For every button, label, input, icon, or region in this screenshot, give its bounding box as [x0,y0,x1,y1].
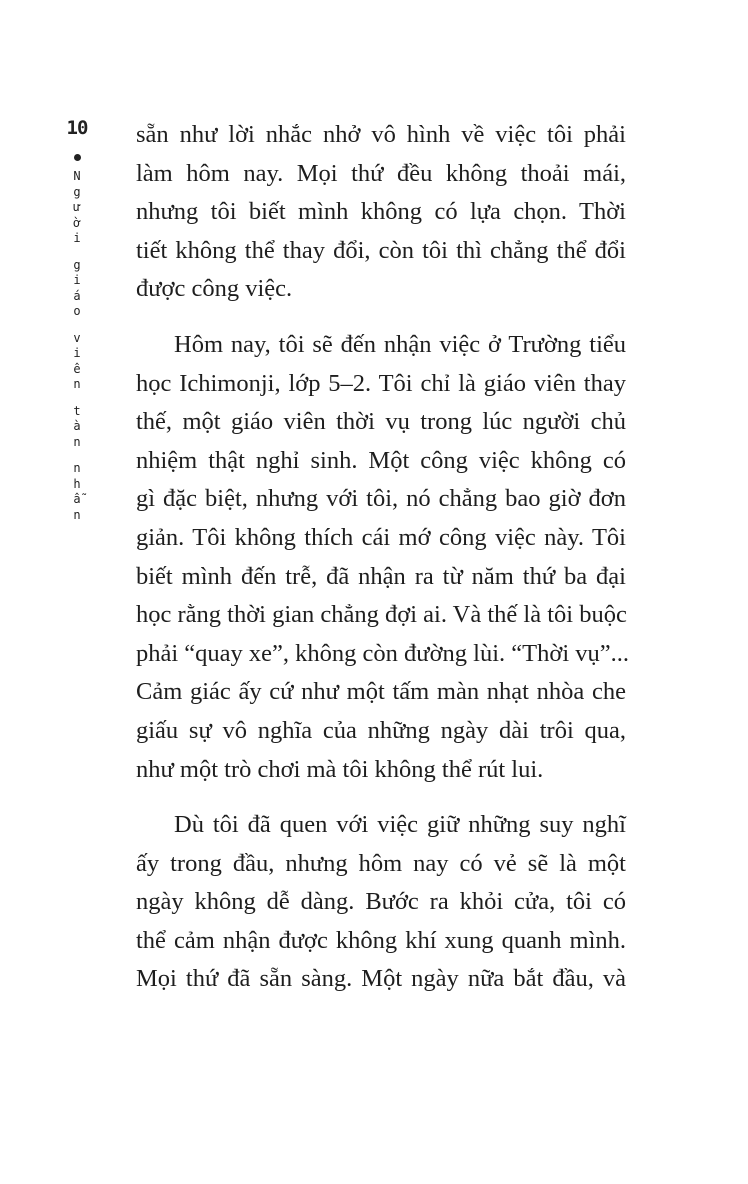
text-line: Mọi thứ đã sẵn sàng. Một ngày nữa bắt đầu, và [136,965,626,993]
title-char: à [73,419,81,433]
title-char: ư [73,200,81,214]
text-line: ngày không dễ dàng. Bước ra khỏi cửa, tôi có [136,888,626,916]
title-char: i [73,273,81,287]
title-char: n [73,434,81,449]
running-header [60,116,94,523]
title-char: v [73,330,81,345]
title-char: n [73,461,81,475]
title-char: n [73,507,81,522]
text-line: giản. Tôi không thích cái mớ công việc này. Tôi [136,523,626,551]
text-line: gì đặc biệt, nhưng với tôi, nó chẳng bao giờ đơn [136,485,626,513]
title-char: o [73,304,81,318]
text-line: nhưng tôi biết mình không có lựa chọn. Thời [136,198,626,226]
text-line: sẵn như lời nhắc nhở vô hình về việc tôi phải [136,121,626,148]
header-separator-dot [74,154,81,161]
running-title [60,169,94,523]
text-line: biết mình đến trễ, đã nhận ra từ năm thứ ba đại [136,562,626,590]
text-line: học rằng thời gian chẳng đợi ai. Và thế là tôi buộc [136,601,627,629]
text-line: thể cảm nhận được không khí xung quanh mình. [136,926,626,954]
title-char: g [73,184,81,199]
title-char: ẫ [73,492,81,506]
title-char: t [73,403,81,418]
text-line: Cảm giác ấy cứ như một tấm màn nhạt nhòa che [136,678,626,706]
text-line: giấu sự vô nghĩa của những ngày dài trôi qua, [136,716,626,744]
text-line: được công việc. [136,275,293,303]
paragraph-1 [136,116,626,309]
text-line: thế, một giáo viên thời vụ trong lúc người chủ [136,408,626,436]
text-line: Dù tôi đã quen với việc giữ những suy nghĩ [174,811,626,839]
text-line: tiết không thể thay đổi, còn tôi thì chẳng thể đổi [136,236,626,264]
text-line: ấy trong đầu, nhưng hôm nay có vẻ sẽ là một [136,849,626,877]
title-char: N [73,169,81,183]
text-line: phải “quay xe”, không còn đường lùi. “Thời vụ”... [136,639,630,667]
title-char: h [73,476,81,491]
title-char: g [73,257,81,272]
body-text [136,116,630,999]
title-char: i [73,346,81,360]
title-space [60,450,94,461]
title-char: á [73,288,81,303]
paragraph-2 [136,326,630,789]
text-line: như một trò chơi mà tôi không thể rút lui. [136,755,544,783]
title-space [60,247,94,258]
title-char: ê [73,361,81,376]
text-line: nhiệm thật nghỉ sinh. Một công việc không có [136,446,626,474]
title-space [60,320,94,331]
title-space [60,393,94,404]
text-line: Hôm nay, tôi sẽ đến nhận việc ở Trường tiểu [174,330,626,358]
title-char: ờ [73,215,81,230]
text-line: học Ichimonji, lớp 5–2. Tôi chỉ là giáo viên thay [136,369,626,397]
title-char: n [73,377,81,391]
page-number: 10 [66,117,88,139]
text-line: làm hôm nay. Mọi thứ đều không thoải mái, [136,159,626,187]
title-char: i [73,231,81,245]
paragraph-3 [136,806,626,999]
